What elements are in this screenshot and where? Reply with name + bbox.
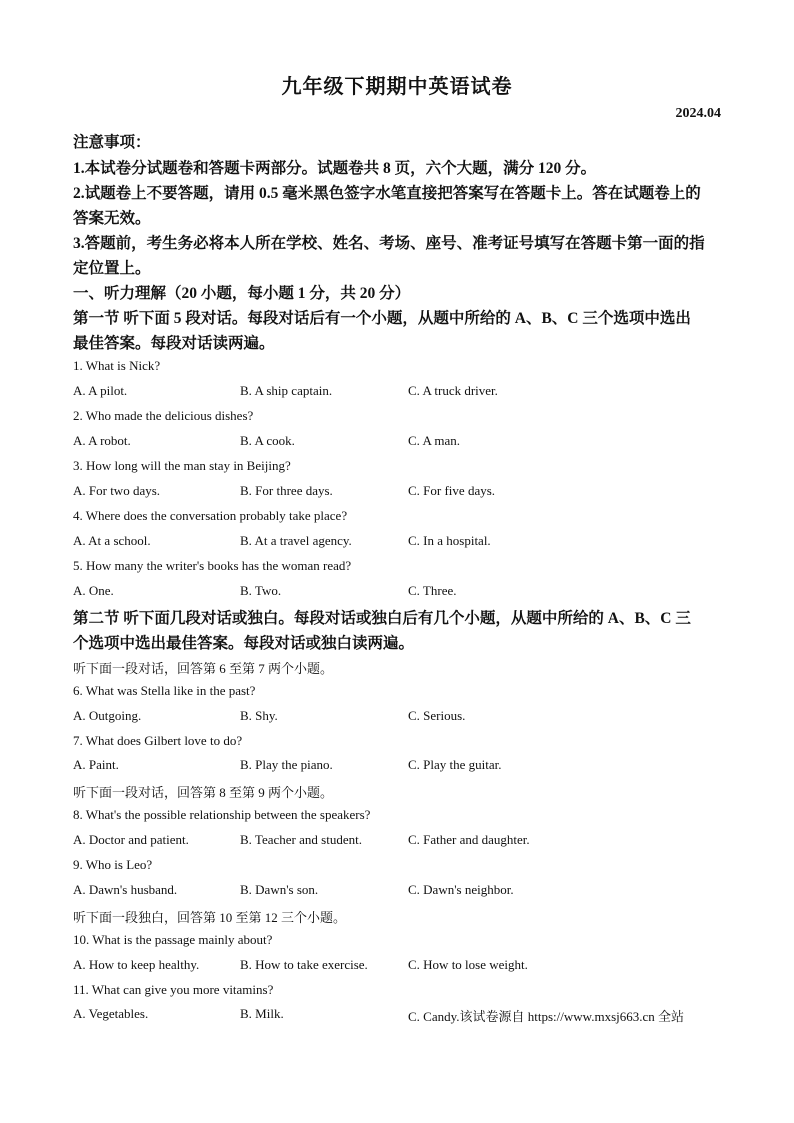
question-3-option-c: C. For five days. xyxy=(408,483,496,498)
question-11: 11. What can give you more vitamins? xyxy=(73,982,274,997)
question-10-option-c: C. How to lose weight. xyxy=(408,957,528,972)
section2-instruction-line-1: 第二节 听下面几段对话或独白。每段对话或独白后有几个小题，从题中所给的 A、B、C 三 xyxy=(73,610,691,627)
question-1-option-b: B. A ship captain. xyxy=(240,383,333,398)
question-5-option-c: C. Three. xyxy=(408,583,457,598)
notes-heading: 注意事项： xyxy=(73,134,151,151)
question-4: 4. Where does the conversation probably take place? xyxy=(73,508,348,523)
question-9: 9. Who is Leo? xyxy=(73,857,153,872)
listening-instruction-3: 听下面一段独白，回答第 10 至第 12 三个小题。 xyxy=(73,910,347,925)
note-2-line-1: 2.试题卷上不要答题，请用 0.5 毫米黑色签字水笔直接把答案写在答题卡上。答在试题卷上的 xyxy=(73,185,701,202)
section2-instruction-line-2: 个选项中选出最佳答案。每段对话或独白读两遍。 xyxy=(73,635,415,652)
question-6-option-c: C. Serious. xyxy=(408,708,466,723)
question-2-option-c: C. A man. xyxy=(408,433,461,448)
part1-heading: 一、听力理解（20 小题，每小题 1 分，共 20 分） xyxy=(73,285,411,302)
question-3-option-a: A. For two days. xyxy=(73,483,161,498)
question-7-option-b: B. Play the piano. xyxy=(240,757,333,772)
question-7-option-a: A. Paint. xyxy=(73,757,119,772)
section1-instruction-line-1: 第一节 听下面 5 段对话。每段对话后有一个小题，从题中所给的 A、B、C 三个选项中选出 xyxy=(73,310,691,327)
question-9-option-a: A. Dawn's husband. xyxy=(73,882,178,897)
question-7: 7. What does Gilbert love to do? xyxy=(73,733,243,748)
question-11-option-a: A. Vegetables. xyxy=(73,1006,149,1021)
question-9-option-b: B. Dawn's son. xyxy=(240,882,319,897)
question-11-option-b: B. Milk. xyxy=(240,1006,284,1021)
question-5-option-a: A. One. xyxy=(73,583,114,598)
question-7-option-c: C. Play the guitar. xyxy=(408,757,502,772)
exam-title: 九年级下期期中英语试卷 xyxy=(281,76,513,98)
question-8-option-c: C. Father and daughter. xyxy=(408,832,530,847)
question-10: 10. What is the passage mainly about? xyxy=(73,932,273,947)
question-1-option-a: A. A pilot. xyxy=(73,383,128,398)
question-2: 2. Who made the delicious dishes? xyxy=(73,408,254,423)
question-2-option-a: A. A robot. xyxy=(73,433,131,448)
question-11-option-c: C. Candy.该试卷源自 https://www.mxsj663.cn 全站 xyxy=(408,1009,685,1024)
question-10-option-a: A. How to keep healthy. xyxy=(73,957,200,972)
question-2-option-b: B. A cook. xyxy=(240,433,295,448)
question-4-option-a: A. At a school. xyxy=(73,533,151,548)
question-6: 6. What was Stella like in the past? xyxy=(73,683,256,698)
question-9-option-c: C. Dawn's neighbor. xyxy=(408,882,514,897)
question-6-option-b: B. Shy. xyxy=(240,708,278,723)
question-8-option-b: B. Teacher and student. xyxy=(240,832,362,847)
note-1: 1.本试卷分试题卷和答题卡两部分。试题卷共 8 页，六个大题，满分 120 分。 xyxy=(73,160,597,177)
note-3-line-1: 3.答题前，考生务必将本人所在学校、姓名、考场、座号、准考证号填写在答题卡第一面的指 xyxy=(73,235,705,252)
listening-instruction-1: 听下面一段对话，回答第 6 至第 7 两个小题。 xyxy=(73,661,334,676)
question-1: 1. What is Nick? xyxy=(73,358,161,373)
question-5-option-b: B. Two. xyxy=(240,583,282,598)
listening-instruction-2: 听下面一段对话，回答第 8 至第 9 两个小题。 xyxy=(73,785,334,800)
exam-date: 2024.04 xyxy=(675,106,721,121)
note-2-line-2: 答案无效。 xyxy=(73,210,151,227)
question-8-option-a: A. Doctor and patient. xyxy=(73,832,189,847)
question-6-option-a: A. Outgoing. xyxy=(73,708,142,723)
question-8: 8. What's the possible relationship between the speakers? xyxy=(73,807,371,822)
note-3-line-2: 定位置上。 xyxy=(73,260,151,277)
section1-instruction-line-2: 最佳答案。每段对话读两遍。 xyxy=(73,335,275,352)
question-3-option-b: B. For three days. xyxy=(240,483,333,498)
question-1-option-c: C. A truck driver. xyxy=(408,383,498,398)
question-5: 5. How many the writer's books has the woman read? xyxy=(73,558,352,573)
question-3: 3. How long will the man stay in Beijing? xyxy=(73,458,291,473)
question-4-option-c: C. In a hospital. xyxy=(408,533,491,548)
question-10-option-b: B. How to take exercise. xyxy=(240,957,368,972)
question-4-option-b: B. At a travel agency. xyxy=(240,533,352,548)
